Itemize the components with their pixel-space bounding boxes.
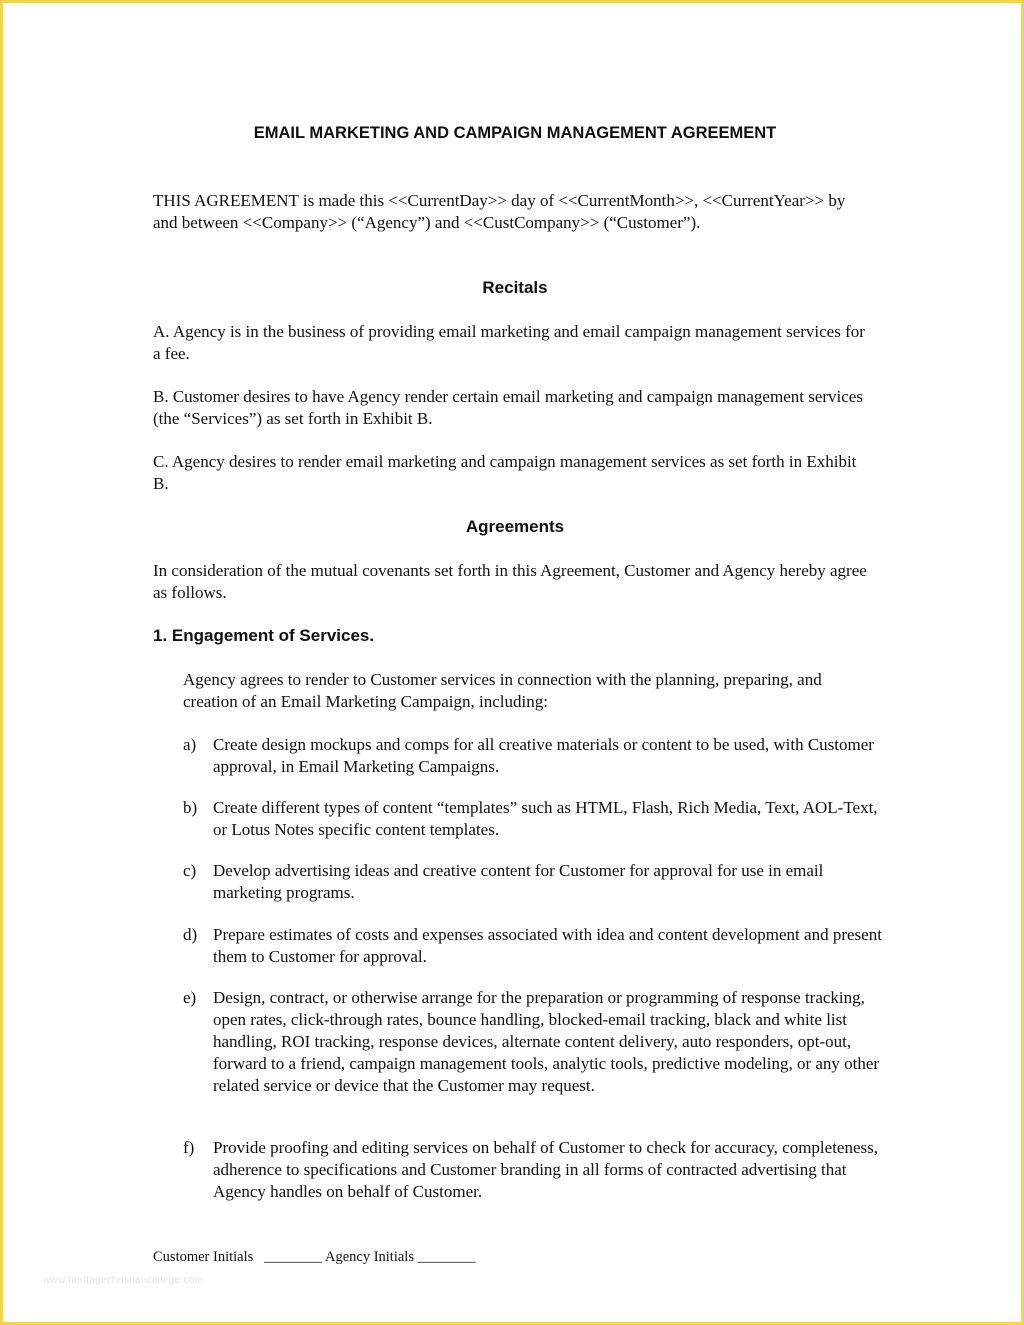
list-item: [183, 1137, 883, 1203]
list-item-text: Develop advertising ideas and creative content for Customer for approval for use in email marketing programs.: [213, 861, 824, 902]
recital-b: B. Customer desires to have Agency render certain email marketing and campaign management services (the “Services”) as set forth in Exhibit B.: [153, 387, 863, 428]
list-item-text: Provide proofing and editing services on behalf of Customer to check for accuracy, completeness, adherence to specifications and Customer branding in all forms of contracted advertising that Agency handles on behalf of Customer.: [213, 1138, 878, 1201]
consideration-paragraph: In consideration of the mutual covenants set forth in this Agreement, Customer and Agency hereby agree as follows.: [153, 561, 867, 602]
list-item-text: Create design mockups and comps for all creative materials or content to be used, with Customer approval, in Email Marketing Campaigns.: [213, 735, 874, 776]
recital-c: C. Agency desires to render email marketing and campaign management services as set forth in Exhibit B.: [153, 452, 857, 493]
document-title: EMAIL MARKETING AND CAMPAIGN MANAGEMENT AGREEMENT: [253, 124, 777, 142]
agreements-heading: Agreements: [465, 517, 565, 536]
list-item: [183, 860, 883, 904]
list-item-text: Design, contract, or otherwise arrange for the preparation or programming of response tracking, open rates, click-through rates, bounce handling, blocked-email tracking, black and white list handling, ROI tracking, response devices, alternate content delivery, auto responders, opt-out, forward to a friend, campaign management tools, analytic tools, predictive modeling, or any other related service or device that the Customer may request.: [213, 988, 880, 1095]
intro-paragraph: THIS AGREEMENT is made this <<CurrentDay>> day of <<CurrentMonth>>, <<CurrentYear>> by and between <<Company>> (“Agency”) and <<CustCompany>> (“Customer”).: [153, 191, 846, 232]
recital-a: A. Agency is in the business of providing email marketing and email campaign management services for a fee.: [153, 322, 865, 363]
list-item: [183, 734, 883, 778]
list-item: [183, 987, 883, 1097]
list-item-text: Create different types of content “templates” such as HTML, Flash, Rich Media, Text, AOL-Text, or Lotus Notes specific content templates.: [213, 798, 878, 839]
section-1-intro: Agency agrees to render to Customer services in connection with the planning, preparing, and creation of an Email Marketing Campaign, including:: [183, 670, 822, 711]
recitals-heading: Recitals: [482, 278, 548, 297]
list-item-text: Prepare estimates of costs and expenses associated with idea and content development and present them to Customer for approval.: [213, 925, 882, 966]
watermark: www.heritagechristiancollege.com: [43, 1275, 204, 1286]
section-1-heading: 1. Engagement of Services.: [153, 626, 375, 645]
list-item-label: a): [183, 735, 197, 754]
list-item-label: b): [183, 798, 198, 817]
list-item-label: f): [183, 1138, 195, 1157]
initials-line: Customer Initials ________ Agency Initials ________: [153, 1249, 476, 1265]
list-item-label: d): [183, 925, 198, 944]
list-item: [183, 797, 883, 841]
list-item-label: c): [183, 861, 197, 880]
list-item-label: e): [183, 988, 197, 1007]
list-item: [183, 924, 883, 968]
